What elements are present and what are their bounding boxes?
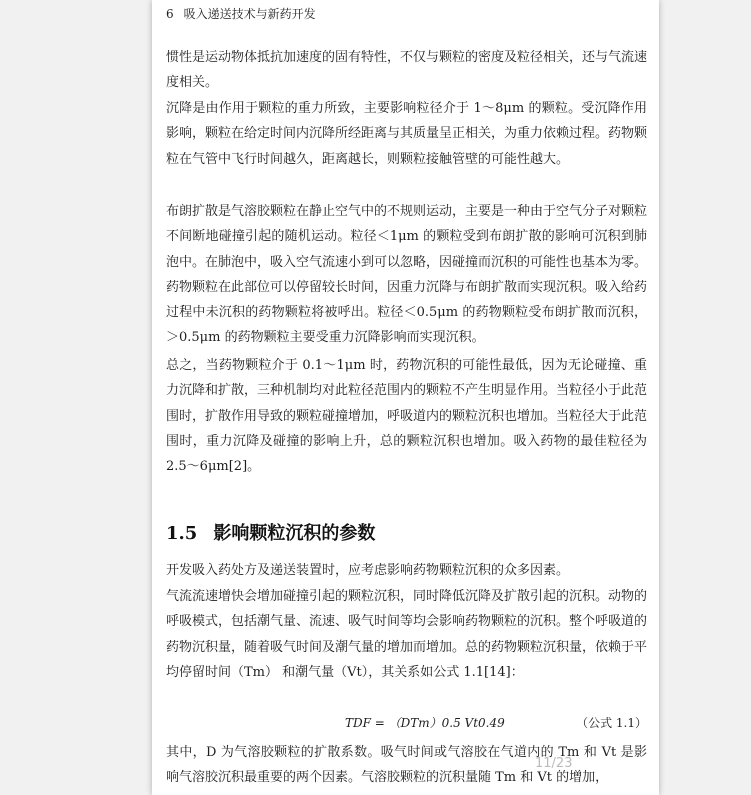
body-paragraph: 布朗扩散是气溶胶颗粒在静止空气中的不规则运动，主要是一种由于空气分子对颗粒不间断地碰撞引起的随机运动。粒径＜1μm 的颗粒受到布朗扩散的影响可沉积到肺泡中。在肺泡中，吸入空气流速小到可以忽略，因碰撞而沉积的可能性也基本为零。药物颗粒在此部位可以停留较长时间，因重力沉降与布朗扩散而实现沉积。吸入给药过程中未沉积的药物颗粒将被呼出。粒径＜0.5μm 的药物颗粒受布朗扩散而沉积， ＞0.5μm 的药物颗粒主要受重力沉降影响而实现沉积。 [166, 204, 648, 346]
page-indicator: 11/23 [535, 756, 573, 771]
formula-expression: TDF = （DTm）0.5 Vt0.49 [345, 716, 505, 730]
running-header [166, 5, 316, 22]
body-paragraph: 惯性是运动物体抵抗加速度的固有特性，不仅与颗粒的密度及粒径相关，还与气流速度相关。 [166, 50, 648, 91]
body-paragraph: 其中，D 为气溶胶颗粒的扩散系数。吸气时间或气溶胶在气道内的 Tm 和 Vt 是影响气溶胶沉积最重要的两个因素。气溶胶颗粒的沉积量随 Tm 和 Vt 的增加， [166, 745, 647, 786]
body-paragraph: 沉降是由作用于颗粒的重力所致，主要影响粒径介于 1～8μm 的颗粒。受沉降作用影响，颗粒在给定时间内沉降所经距离与其质量呈正相关，为重力依赖过程。药物颗粒在气管中飞行时间越久，距离越长，则颗粒接触管壁的可能性越大。 [166, 101, 648, 167]
formula-label: （公式 1.1） [576, 716, 647, 730]
body-paragraph: 总之，当药物颗粒介于 0.1～1μm 时，药物沉积的可能性最低，因为无论碰撞、重力沉降和扩散，三种机制均对此粒径范围内的颗粒不产生明显作用。当粒径小于此范围时，扩散作用导致的颗粒碰撞增加，呼吸道内的颗粒沉积也增加。当粒径大于此范围时，重力沉降及碰撞的影响上升，总的颗粒沉积也增加。吸入药物的最佳粒径为 2.5～6μm[2]。 [166, 358, 648, 475]
body-paragraph: 开发吸入药处方及递送装置时，应考虑影响药物颗粒沉积的众多因素。 [166, 563, 570, 578]
document-page [152, 0, 659, 795]
section-number: 1.5 [166, 523, 198, 544]
equation [152, 714, 659, 736]
page-number: 6 [166, 7, 174, 21]
running-title: 吸入递送技术与新药开发 [183, 7, 316, 21]
section-title: 影响颗粒沉积的参数 [213, 523, 376, 544]
body-paragraph: 气流流速增快会增加碰撞引起的颗粒沉积，同时降低沉降及扩散引起的沉积。动物的呼吸模式，包括潮气量、流速、吸气时间等均会影响药物颗粒的沉积。整个呼吸道的药物沉积量，随着吸气时间及潮气量的增加而增加。总的药物颗粒沉积量，依赖于平均停留时间（Tm） 和潮气量（Vt），其关系如公式 1.1[14]： [166, 589, 648, 680]
section-heading [166, 519, 375, 545]
